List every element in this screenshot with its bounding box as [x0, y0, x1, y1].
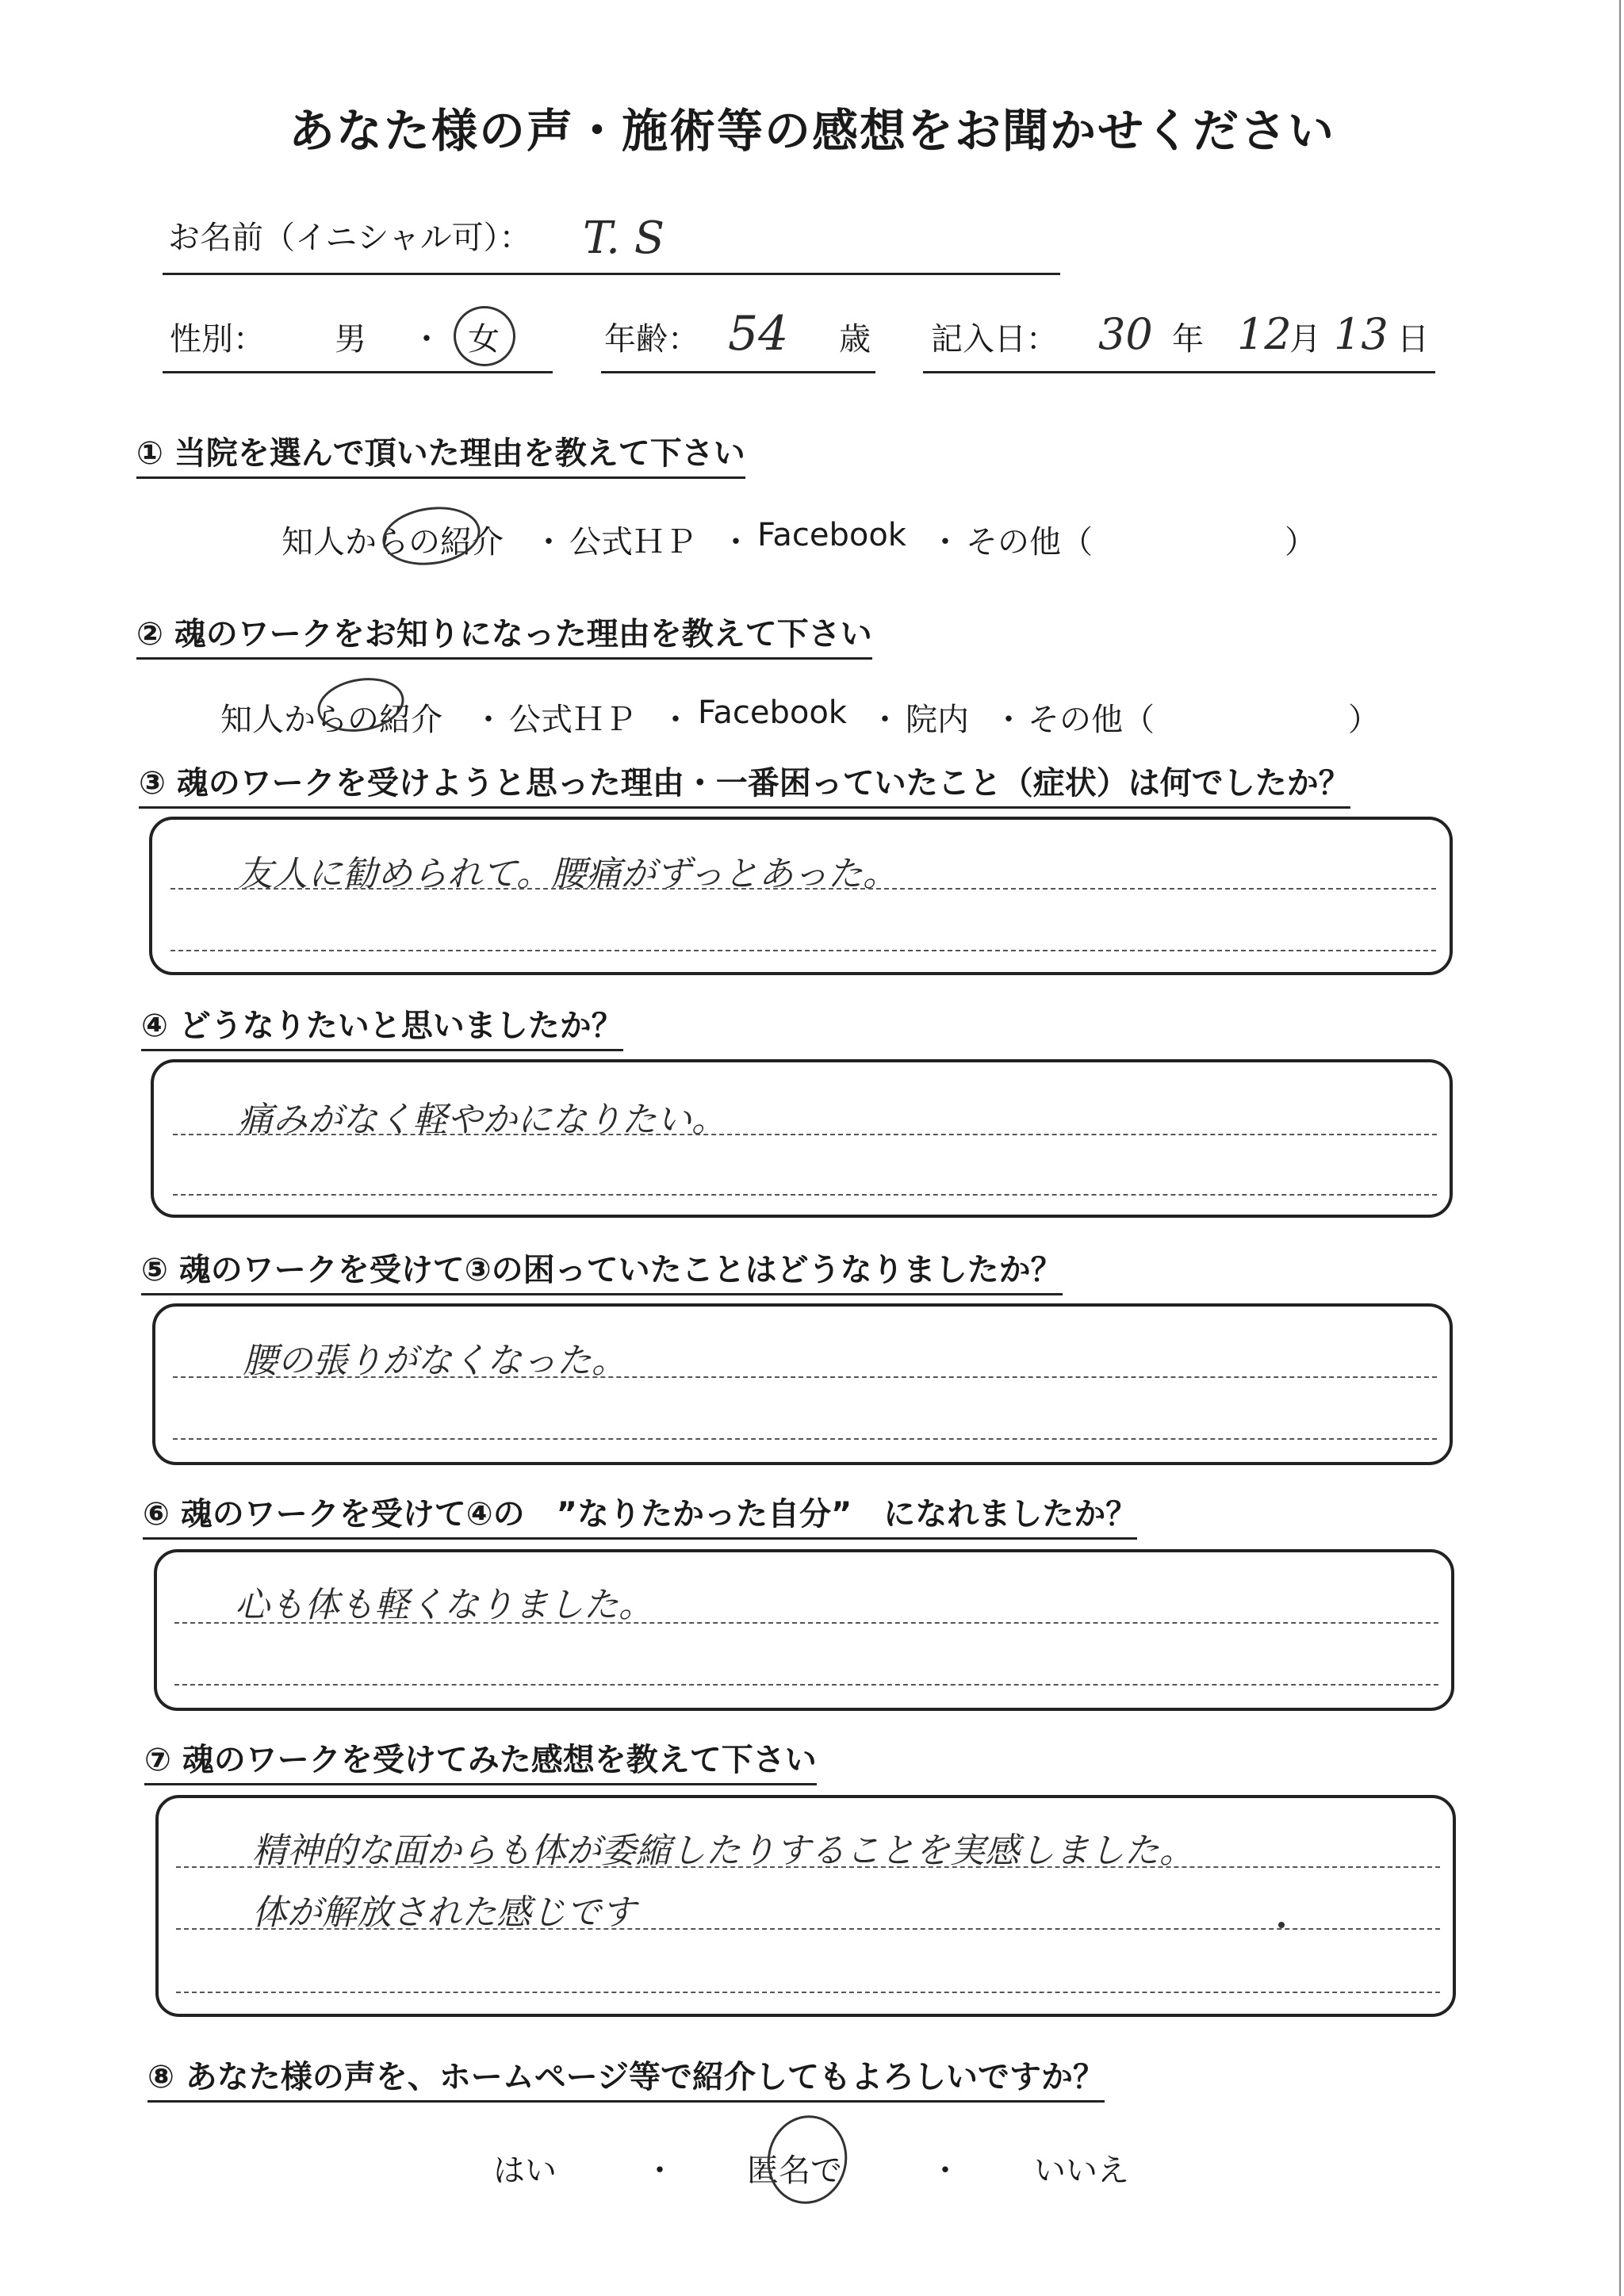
q8-selection-circle	[759, 2108, 855, 2211]
scan-edge	[1619, 0, 1621, 2296]
q5-heading: ⑤ 魂のワークを受けて③の困っていたことはどうなりましたか？	[141, 1245, 1063, 1295]
date-year-unit: 年	[1172, 321, 1204, 358]
date-month-unit: 月	[1289, 321, 1321, 358]
q3-answer-box[interactable]	[149, 817, 1453, 975]
q7-answer-line-1: 精神的な面からも体が委縮したりすることを実感しました。	[252, 1831, 1194, 1871]
q2-option-facebook[interactable]: Facebook	[698, 695, 847, 731]
gender-separator: ・	[411, 321, 442, 358]
q3-answer-line-1: 友人に勧められて。腰痛がずっとあった。	[238, 854, 898, 894]
q6-dashed-line-1	[174, 1622, 1438, 1624]
age-unit: 歳	[839, 321, 871, 358]
q7-heading: ⑦ 魂のワークを受けてみた感想を教えて下さい	[144, 1735, 817, 1785]
q6-answer-box[interactable]	[154, 1549, 1454, 1711]
q7-dashed-line-2	[176, 1928, 1440, 1930]
q1-heading: ① 当院を選んで頂いた理由を教えて下さい	[136, 428, 745, 479]
date-label: 記入日：	[931, 321, 1058, 358]
q2-option-in-clinic[interactable]: 院内	[906, 702, 969, 738]
ink-speck	[1278, 1922, 1285, 1928]
q8-separator-2: ・	[929, 2152, 961, 2189]
q3-heading: ③ 魂のワークを受けようと思った理由・一番困っていたこと（症状）は何でしたか？	[139, 758, 1350, 809]
q2-option-referral[interactable]: 知人からの紹介	[220, 702, 442, 738]
age-value[interactable]: 54	[728, 306, 789, 362]
q2-separator-4: ・	[993, 702, 1025, 738]
q4-answer-line-1: 痛みがなく軽やかになりたい。	[238, 1100, 726, 1140]
page-title: あなた様の声・施術等の感想をお聞かせください	[288, 104, 1335, 158]
q6-dashed-line-2	[174, 1684, 1438, 1686]
gender-selection-circle	[454, 306, 515, 366]
q1-option-facebook[interactable]: Facebook	[757, 517, 906, 553]
q2-separator-2: ・	[660, 702, 691, 738]
name-value[interactable]: T. S	[583, 212, 665, 264]
q4-dashed-line-2	[173, 1194, 1437, 1196]
q2-separator-3: ・	[869, 702, 901, 738]
q8-option-anonymous[interactable]: 匿名で	[747, 2152, 842, 2189]
name-underline	[163, 273, 1060, 275]
q5-dashed-line-2	[173, 1438, 1437, 1440]
q5-answer-box[interactable]	[152, 1303, 1453, 1465]
q2-heading: ② 魂のワークをお知りになった理由を教えて下さい	[136, 609, 872, 660]
q8-heading: ⑧ あなた様の声を、ホームページ等で紹介してもよろしいですか？	[147, 2052, 1105, 2103]
q7-dashed-line-3	[176, 1992, 1440, 1993]
q2-other-close: ）	[1348, 702, 1380, 738]
q5-answer-line-1: 腰の張りがなくなった。	[243, 1341, 626, 1381]
q1-option-referral[interactable]: 知人からの紹介	[282, 524, 504, 561]
q1-separator-3: ・	[929, 524, 961, 561]
q7-dashed-line-1	[176, 1866, 1440, 1868]
q8-option-yes[interactable]: はい	[493, 2152, 557, 2189]
q3-dashed-line-2	[170, 950, 1436, 951]
q3-dashed-line-1	[170, 888, 1436, 890]
date-day[interactable]: 13	[1334, 309, 1388, 359]
q1-option-homepage[interactable]: 公式ＨＰ	[569, 524, 696, 561]
date-underline	[923, 371, 1435, 373]
date-year[interactable]: 30	[1098, 309, 1153, 359]
q5-dashed-line-1	[173, 1376, 1437, 1378]
q4-heading: ④ どうなりたいと思いましたか？	[141, 1001, 623, 1051]
gender-label: 性別：	[170, 321, 265, 358]
q1-other-close: ）	[1285, 524, 1316, 561]
q6-answer-line-1: 心も体も軽くなりました。	[235, 1585, 653, 1625]
q2-separator-1: ・	[473, 702, 504, 738]
date-day-unit: 日	[1397, 321, 1429, 358]
q7-answer-line-2: 体が解放された感じです	[252, 1892, 636, 1933]
gender-female[interactable]: 女	[468, 321, 500, 358]
q6-heading: ⑥ 魂のワークを受けて④の ”なりたかった自分” になれましたか？	[143, 1489, 1137, 1540]
q4-dashed-line-1	[173, 1134, 1437, 1135]
q1-option-other[interactable]: その他（	[966, 524, 1093, 561]
q8-separator-1: ・	[644, 2152, 676, 2189]
q1-separator-1: ・	[533, 524, 565, 561]
q2-option-homepage[interactable]: 公式ＨＰ	[509, 702, 636, 738]
q1-separator-2: ・	[720, 524, 752, 561]
gender-male[interactable]: 男	[335, 321, 366, 358]
date-month[interactable]: 12	[1237, 309, 1292, 359]
age-underline	[601, 371, 875, 373]
q2-option-other[interactable]: その他（	[1028, 702, 1155, 738]
name-label: お名前（イニシャル可）：	[168, 220, 531, 256]
gender-underline	[163, 371, 553, 373]
q8-option-no[interactable]: いいえ	[1034, 2152, 1129, 2189]
age-label: 年齢：	[604, 321, 699, 358]
